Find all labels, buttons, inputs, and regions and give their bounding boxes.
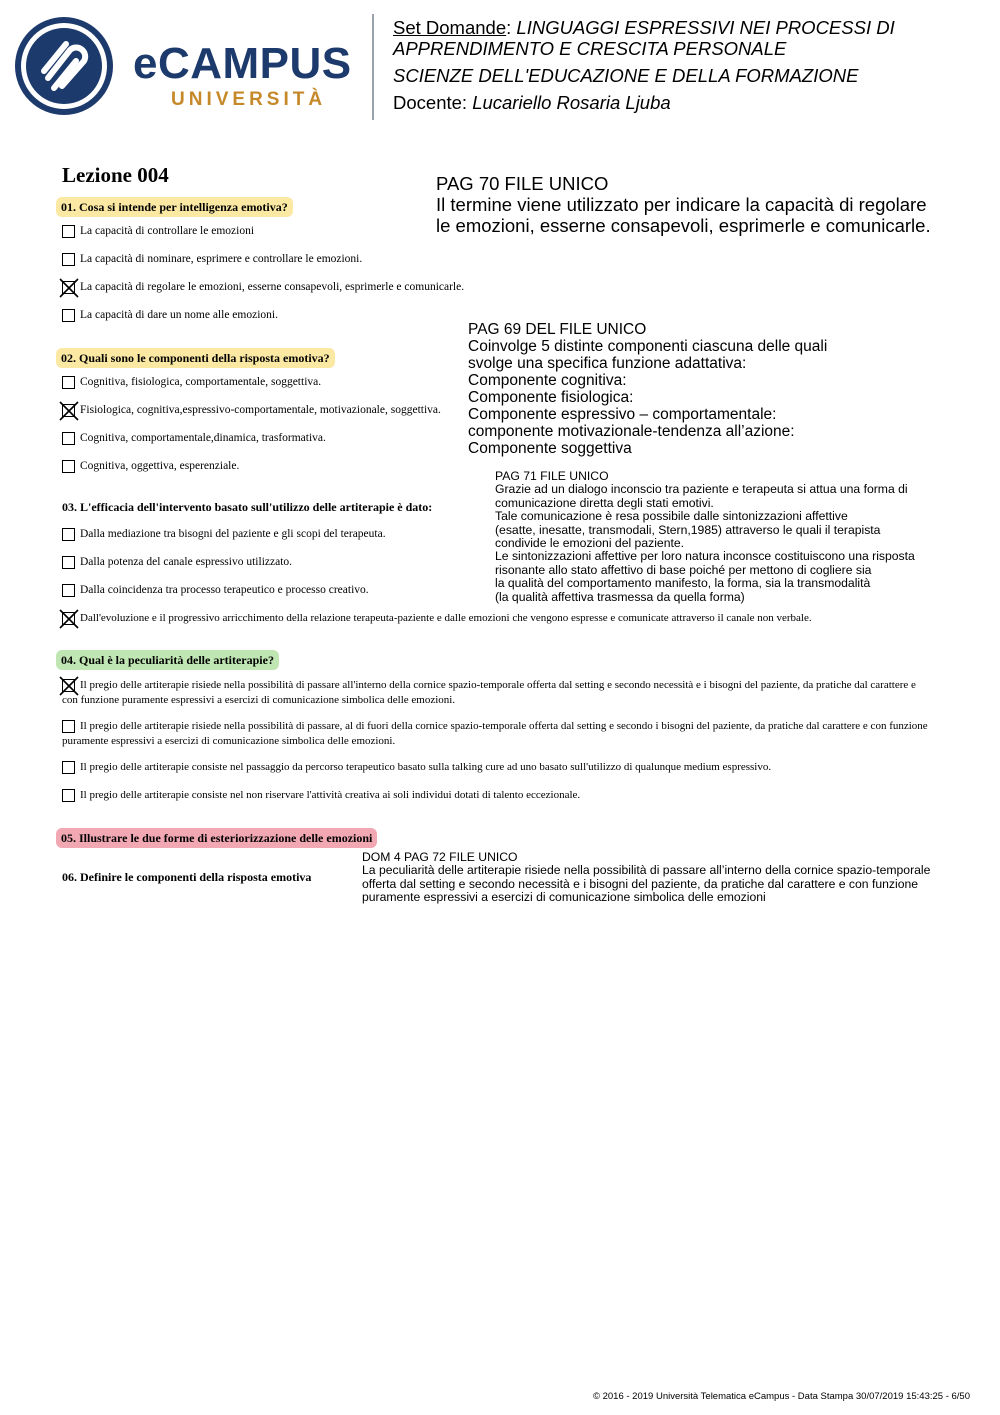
question-03: 03. L'efficacia dell'intervento basato sull'utilizzo delle artiterapie è dato:	[62, 500, 433, 514]
note-line: PAG 71 FILE UNICO	[495, 469, 609, 483]
annotation-note-page71	[495, 470, 915, 604]
answer-checkbox[interactable]	[62, 225, 75, 238]
answer-option: Il pregio delle artiterapie risiede nella possibilità di passare all'interno della cornice spazio-temporale offerta dal setting e secondo necessità e i bisogni del paziente, da pratiche dal carattere e con funzione puramente espressivi a esercizi di comunicazione simbolica delle emozioni.	[62, 679, 916, 706]
cross-mark-icon	[58, 277, 80, 299]
question-02: 02. Quali sono le componenti della risposta emotiva?	[56, 348, 335, 368]
answer-option: Il pregio delle artiterapie consiste nel passaggio da percorso terapeutico basato sulla talking cure ad uno basato sull'utilizzo di qualunque medium espressivo.	[80, 761, 772, 773]
docente-name: Lucariello Rosaria Ljuba	[472, 92, 671, 113]
note-line: risonante allo stato affettivo di base poiché per mettono di cogliere sia	[495, 562, 872, 577]
header-divider	[372, 14, 374, 120]
note-line: (la qualità affettiva trasmessa da quella forma)	[495, 589, 745, 604]
note-line: comunicazione diretta degli stati emotivi.	[495, 495, 714, 510]
course-name	[393, 62, 858, 89]
note-line: Coinvolge 5 distinte componenti ciascuna delle quali	[468, 338, 828, 355]
note-line: le emozioni, esserne consapevoli, esprimerle e comunicarle.	[436, 215, 931, 236]
question-05: 05. Illustrare le due forme di esteriorizzazione delle emozioni	[56, 828, 377, 848]
annotation-note-page69	[468, 321, 827, 457]
answer-checkbox[interactable]	[62, 432, 75, 445]
note-line: Grazie ad un dialogo inconscio tra paziente e terapeuta si attua una forma di	[495, 482, 908, 497]
answer-option: La capacità di controllare le emozioni	[80, 225, 255, 237]
note-line: offerta dal setting e secondo necessità e i bisogni del paziente, da pratiche dal carattere e con funzione	[362, 876, 919, 891]
answer-option: Dall'evoluzione e il progressivo arricchimento della relazione terapeuta-paziente e dalle emozioni che vengono espresse e comunicate attraverso il canale non verbale.	[80, 612, 812, 624]
docente-label: Docente:	[393, 92, 473, 113]
cross-mark-icon	[58, 608, 80, 630]
answer-option: Dalla potenza del canale espressivo utilizzato.	[80, 556, 293, 568]
answer-option: Il pregio delle artiterapie risiede nella possibilità di passare, al di fuori della cornice spazio-temporale offerta dal setting e secondo i bisogni del paziente, da pratiche dal carattere e con funzione puramente espressivi a esercizi di comunicazione simbolica delle emozioni.	[62, 720, 928, 747]
note-line: Componente cognitiva:	[468, 372, 627, 389]
answer-option: La capacità di dare un nome alle emozioni.	[80, 309, 278, 321]
answer-option: Dalla coincidenza tra processo terapeutico e processo creativo.	[80, 584, 369, 596]
note-line: svolge una specifica funzione adattativa:	[468, 355, 747, 372]
course-title-line1: LINGUAGGI ESPRESSIVI NEI PROCESSI DI	[516, 17, 895, 38]
note-line: componente motivazionale-tendenza all’azione:	[468, 423, 795, 440]
answer-checkbox[interactable]	[62, 253, 75, 266]
answer-option: La capacità di regolare le emozioni, esserne consapevoli, esprimerle e comunicarle.	[80, 281, 465, 293]
note-line: Tale comunicazione è resa possibile dalle sintonizzazioni affettive	[495, 509, 848, 524]
question-01: 01. Cosa si intende per intelligenza emotiva?	[56, 197, 293, 217]
set-domande-colon: :	[506, 17, 517, 38]
answer-checkbox[interactable]	[62, 528, 75, 541]
page-footer: © 2016 - 2019 Università Telematica eCampus - Data Stampa 30/07/2019 15:43:25 - 6/50	[592, 1391, 970, 1402]
note-line: Componente soggettiva	[468, 440, 632, 457]
answer-checkbox[interactable]	[62, 376, 75, 389]
answer-checkbox[interactable]	[62, 761, 75, 774]
answer-checkbox[interactable]	[62, 460, 75, 473]
answer-option: Fisiologica, cognitiva,espressivo-comportamentale, motivazionale, soggettiva.	[80, 404, 441, 416]
answer-option: Cognitiva, fisiologica, comportamentale, soggettiva.	[80, 376, 322, 388]
note-line: La peculiarità delle artiterapie risiede nella possibilità di passare all’interno della cornice spazio-temporale	[362, 863, 931, 878]
course-name-text: SCIENZE DELL'EDUCAZIONE E DELLA FORMAZIONE	[393, 65, 859, 86]
question-04: 04. Qual è la peculiarità delle artiterapie?	[56, 650, 279, 670]
course-title-line2	[393, 35, 786, 62]
lesson-title: Lezione 004	[62, 163, 169, 187]
cross-mark-icon	[58, 400, 80, 422]
note-line: Il termine viene utilizzato per indicare la capacità di regolare	[436, 194, 927, 215]
note-line: Le sintonizzazioni affettive per loro natura inconsce costituiscono una risposta	[495, 549, 915, 564]
note-line: condivide le emozioni del paziente.	[495, 536, 685, 551]
answer-checkbox[interactable]	[62, 789, 75, 802]
note-line: DOM 4 PAG 72 FILE UNICO	[362, 850, 518, 864]
ecampus-logo-wordmark: eCAMPUS	[133, 39, 352, 88]
note-line: Componente espressivo – comportamentale:	[468, 406, 777, 423]
annotation-note-page70	[436, 173, 931, 236]
answer-option: Cognitiva, comportamentale,dinamica, trasformativa.	[80, 432, 326, 444]
answer-option: Cognitiva, oggettiva, esperenziale.	[80, 460, 240, 472]
answer-option: Dalla mediazione tra bisogni del paziente e gli scopi del terapeuta.	[80, 528, 386, 540]
note-line: (esatte, inesatte, transmodali, Stern,1985) attraverso le quali il terapista	[495, 522, 881, 537]
ecampus-logo-subtitle: UNIVERSITÀ	[171, 89, 327, 110]
note-line: la qualità del comportamento manifesto, la forma, sia la transmodalità	[495, 576, 871, 591]
answer-option: La capacità di nominare, esprimere e controllare le emozioni.	[80, 253, 363, 265]
question-06: 06. Definire le componenti della risposta emotiva	[62, 870, 312, 884]
answer-checkbox[interactable]	[62, 309, 75, 322]
note-line: PAG 70 FILE UNICO	[436, 173, 609, 194]
answer-option: Il pregio delle artiterapie consiste nel non riservare l'attività creativa ai soli individui dotati di talento eccezionale.	[80, 789, 581, 801]
docente-line	[393, 89, 671, 116]
answer-checkbox[interactable]	[62, 556, 75, 569]
note-line: PAG 69 DEL FILE UNICO	[468, 321, 647, 338]
note-line: puramente espressivi a esercizi di comunicazione simbolica delle emozioni	[362, 890, 766, 905]
ecampus-logo-emblem	[14, 16, 114, 116]
note-line: Componente fisiologica:	[468, 389, 634, 406]
set-domande-label: Set Domande	[393, 17, 507, 38]
annotation-note-dom4	[362, 851, 930, 905]
course-title-line2-text: APPRENDIMENTO E CRESCITA PERSONALE	[393, 38, 787, 59]
answer-checkbox[interactable]	[62, 584, 75, 597]
